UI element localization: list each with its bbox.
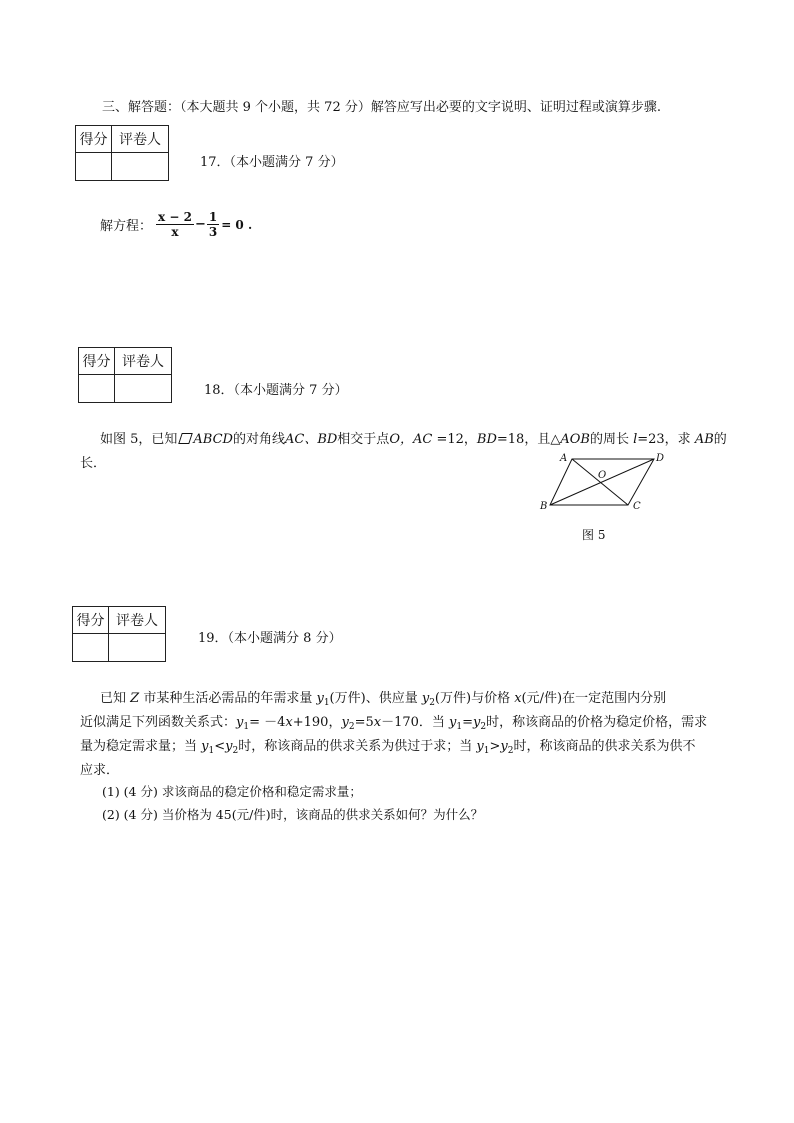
q19-seg: －170．当 [381, 715, 450, 730]
q19-seg: 时，称该商品的价格为稳定价格，需求 [486, 715, 708, 730]
score-cell [73, 634, 109, 662]
q19-seg: < [214, 739, 226, 754]
figure-caption: 图 5 [582, 528, 606, 542]
q19-seg: 量为稳定需求量；当 [80, 739, 202, 754]
vertex-a-label: A [560, 453, 568, 464]
q19-line3 [80, 735, 695, 756]
q19-seg: 2 [429, 698, 435, 708]
q18-seg: AC [412, 432, 433, 447]
score-cell [79, 375, 115, 403]
frac1-denominator: x [171, 225, 179, 239]
q18-seg: 的对角线 [232, 432, 285, 447]
grader-cell [112, 153, 169, 181]
grader-label: 评卷人 [109, 607, 166, 634]
q18-seg: 相交于点 [337, 432, 390, 447]
q19-seg: =5 [354, 715, 374, 730]
diagonal-bd [550, 459, 654, 505]
grader-cell [109, 634, 166, 662]
q19-seg: +190， [292, 715, 342, 730]
q19-seg: 1 [208, 746, 215, 756]
frac2-denominator: 3 [208, 225, 218, 239]
frac2-numerator: 1 [208, 210, 218, 224]
q18-seg: 的周长 [589, 432, 634, 447]
q19-seg: y [449, 715, 457, 730]
q19-seg: 时，称该商品的供求关系为供过于求；当 [238, 739, 477, 754]
score-box-19 [72, 606, 166, 662]
q18-seg: l [633, 432, 638, 447]
q19-seg: 1 [243, 722, 250, 732]
q17-title: 17．（本小题满分 7 分） [200, 155, 344, 170]
q19-title: 19．（本小题满分 8 分） [198, 631, 342, 646]
parallelogram-symbol-icon [179, 433, 194, 444]
q19-seg: y [201, 739, 209, 754]
vertex-b-label: B [540, 501, 548, 512]
q19-seg: 2 [348, 722, 355, 732]
grader-label: 评卷人 [115, 348, 172, 375]
q19-seg: y [500, 739, 508, 754]
q19-seg: 1 [483, 746, 490, 756]
q17-minus: − [194, 217, 206, 232]
q19-line1 [100, 687, 666, 708]
q19-line2 [80, 711, 707, 732]
center-o-label: O [598, 470, 607, 481]
q19-seg: x [285, 715, 293, 730]
q19-seg: > [489, 739, 501, 754]
q19-seg: y [316, 691, 324, 706]
q19-seg: = －4 [249, 715, 286, 730]
diagonal-ac [572, 459, 628, 505]
q19-seg: (万件)与价格 [434, 691, 515, 706]
q18-text-line2: 长． [80, 456, 107, 471]
q19-seg: (万件)、供应量 [329, 691, 422, 706]
q19-seg: 2 [232, 746, 239, 756]
q18-seg: AC、BD [284, 432, 338, 447]
score-box-18 [78, 347, 172, 403]
q19-part2: (2) (4 分) 当价格为 45(元/件)时，该商品的供求关系如何？为什么？ [102, 807, 484, 822]
q19-seg: 市某种生活必需品的年需求量 [139, 691, 317, 706]
q19-seg: y [236, 715, 244, 730]
q19-seg: y [473, 715, 481, 730]
q17-equals-zero: = 0 . [221, 217, 253, 232]
q17-prompt: 解方程： [100, 219, 153, 234]
q18-seg: AB [694, 432, 714, 447]
q18-seg: 如图 5，已知 [100, 432, 178, 447]
q18-title: 18．（本小题满分 7 分） [204, 383, 348, 398]
q17-fraction-2 [207, 210, 219, 239]
q19-seg: 2 [507, 746, 514, 756]
q18-seg: =23，求 [637, 432, 695, 447]
q19-seg: 1 [456, 722, 463, 732]
section-header: 三、解答题：（本大题共 9 个小题，共 72 分）解答应写出必要的文字说明、证明过程或演算步骤. [102, 100, 661, 115]
q18-seg: AOB [560, 432, 590, 447]
q18-seg: BD [476, 432, 497, 447]
score-label: 得分 [76, 126, 112, 153]
score-label: 得分 [73, 607, 109, 634]
q19-seg: 2 [480, 722, 487, 732]
q19-part1: (1) (4 分) 求该商品的稳定价格和稳定需求量； [102, 784, 362, 799]
q19-seg: = [462, 715, 474, 730]
q18-seg: =18，且△ [496, 432, 561, 447]
q18-seg: 的 [713, 432, 727, 447]
parallelogram-figure [530, 448, 680, 518]
q19-line4: 应求． [80, 763, 120, 778]
q19-seg: 近似满足下列函数关系式： [80, 715, 237, 730]
score-cell [76, 153, 112, 181]
vertex-d-label: D [656, 453, 665, 464]
score-label: 得分 [79, 348, 115, 375]
q18-seg: ABCD [193, 432, 233, 447]
q19-seg: y [476, 739, 484, 754]
q17-equation [100, 210, 252, 239]
q19-seg: y [421, 691, 430, 706]
q19-seg: x [514, 691, 522, 706]
q17-fraction-1 [156, 210, 194, 239]
grader-cell [115, 375, 172, 403]
grader-label: 评卷人 [112, 126, 169, 153]
q19-seg: x [373, 715, 382, 730]
q19-seg: 已知 [100, 691, 131, 706]
q18-seg: =12， [432, 432, 477, 447]
score-box-17 [75, 125, 169, 181]
q18-text-line1 [100, 428, 727, 447]
frac1-numerator: x − 2 [158, 210, 192, 224]
q18-seg: O， [389, 432, 413, 447]
q19-seg: Z [130, 691, 140, 706]
q19-seg: 时，称该商品的供求关系为供不 [513, 739, 696, 754]
q19-seg: (元/件)在一定范围内分别 [521, 691, 667, 706]
vertex-c-label: C [633, 501, 641, 512]
q19-seg: 1 [323, 698, 330, 708]
q19-seg: y [341, 715, 349, 730]
q19-seg: y [225, 739, 233, 754]
